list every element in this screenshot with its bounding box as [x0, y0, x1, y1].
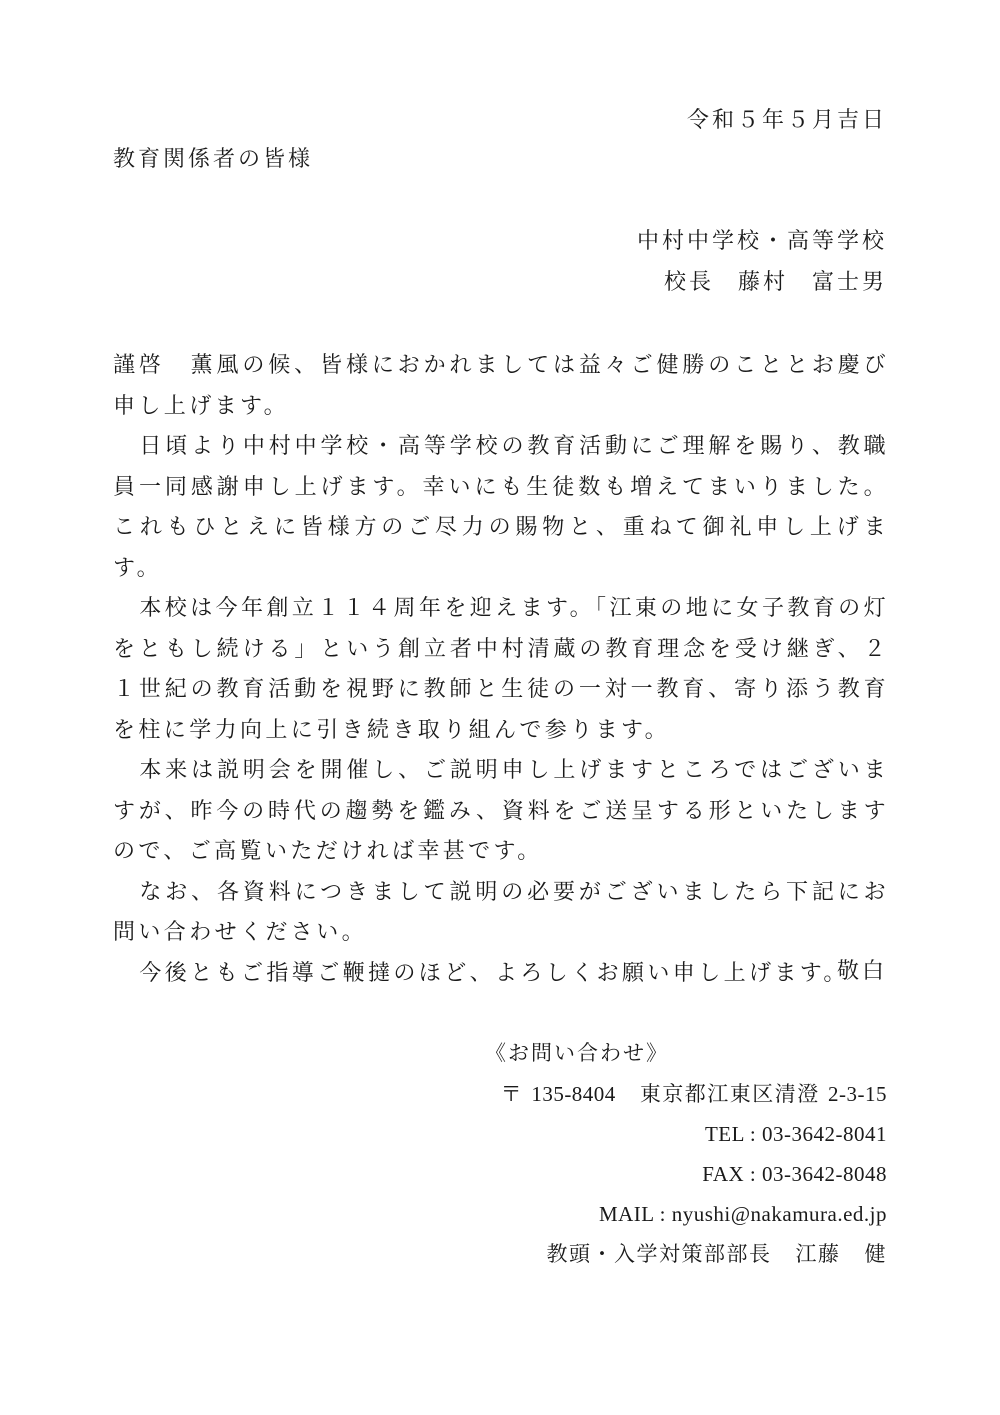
sender-title: 校長	[663, 270, 714, 295]
body-paragraph: 今後ともご指導ご鞭撻のほど、よろしくお願い申し上げます。	[139, 960, 849, 986]
mail-label: MAIL	[598, 1202, 654, 1226]
body-paragraph: 本来は説明会を開催し、ご説明申し上げますところではございますが、昨今の時代の趨勢を鑑み、資料をご送呈する形といたしますので、ご高覧いただければ幸甚です。	[113, 758, 889, 864]
person-given: 健	[864, 1242, 887, 1266]
person-surname: 江藤	[795, 1242, 841, 1266]
body-paragraph: 本校は今年創立１１４周年を迎えます。「江東の地に女子教育の灯をともし続ける」という創立者中村清蔵の教育理念を受け継ぎ、２１世紀の教育活動を視野に教師と生徒の一対一教育、寄り添う教育を柱に学力向上に引き続き取り組んで参ります。	[113, 596, 889, 743]
fax-label: FAX	[702, 1162, 745, 1186]
closing-word: 敬白	[836, 959, 887, 984]
fax-number: 03-3642-8048	[762, 1162, 887, 1186]
address-number: 2-3-15	[828, 1082, 887, 1106]
mail-address[interactable]: nyushi@nakamura.ed.jp	[671, 1202, 887, 1226]
letter-body	[113, 346, 889, 994]
tel-label: TEL	[704, 1122, 745, 1146]
recipient: 教育関係者の皆様	[113, 147, 314, 172]
postal-code: 135-8404	[531, 1082, 616, 1106]
body-paragraph: 日頃より中村中学校・高等学校の教育活動にご理解を賜り、教職員一同感謝申し上げます。幸いにも生徒数も増えてまいりました。これもひとえに皆様方のご尽力の賜物と、重ねて御礼申し上げます。	[113, 434, 889, 581]
address-ja: 東京都江東区清澄	[639, 1082, 820, 1106]
sender-surname: 藤村	[737, 270, 788, 295]
contact-fax: FAX : 03-3642-8048	[702, 1162, 887, 1186]
contact-address	[501, 1074, 887, 1114]
person-role: 教頭・入学対策部部長	[546, 1242, 772, 1266]
tel-number: 03-3642-8041	[762, 1122, 887, 1146]
contact-heading: 《お問い合わせ》	[485, 1041, 669, 1065]
sender-principal	[664, 268, 887, 298]
contact-block	[501, 1074, 887, 1274]
contact-mail: MAIL : nyushi@nakamura.ed.jp	[598, 1202, 887, 1226]
letter-date: 令和５年５月吉日	[686, 108, 887, 133]
body-paragraph: なお、各資料につきまして説明の必要がございましたら下記にお問い合わせください。	[113, 879, 889, 945]
contact-person	[501, 1234, 887, 1274]
sender-given-name: 富士男	[811, 270, 887, 295]
contact-tel: TEL : 03-3642-8041	[704, 1122, 887, 1146]
postal-mark: 〒	[500, 1082, 524, 1106]
sender-school: 中村中学校・高等学校	[636, 229, 887, 254]
greeting-paragraph: 謹啓 薫風の候、皆様におかれましては益々ご健勝のこととお慶び申し上げます。	[113, 353, 889, 419]
